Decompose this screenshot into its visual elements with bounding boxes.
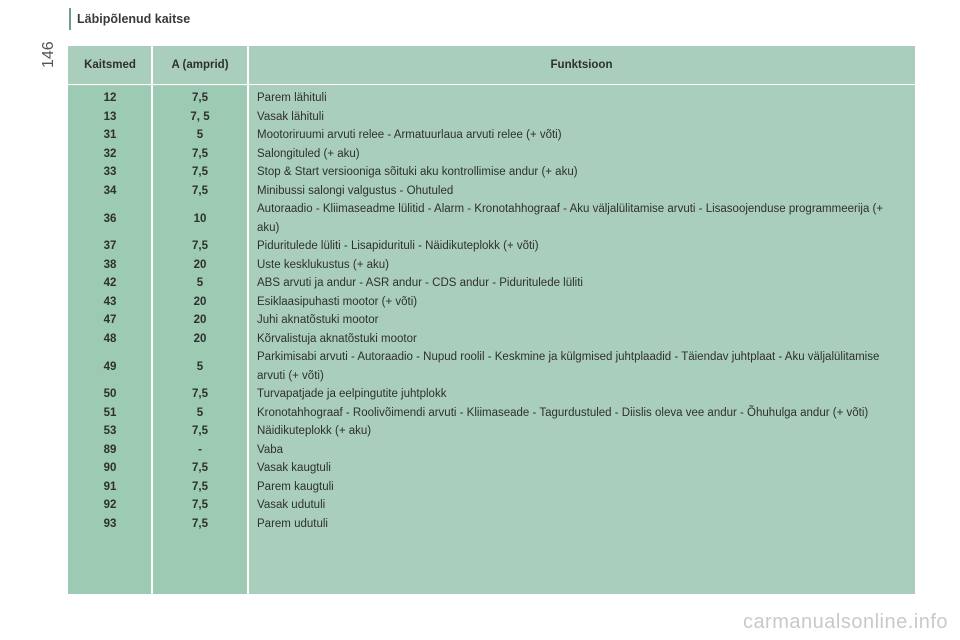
table-row — [68, 182, 915, 201]
fuse-function: Vaba — [257, 443, 284, 456]
fuse-amperage: 20 — [193, 314, 207, 327]
fuse-number: 42 — [103, 277, 117, 290]
fuse-amperage: 7,5 — [192, 92, 208, 105]
fuse-function: Turvapatjade ja eelpingutite juhtplokk — [257, 388, 447, 400]
fuse-amperage: 20 — [193, 258, 207, 271]
fuse-amperage: 7,5 — [192, 388, 208, 401]
fuse-amperage: 7, 5 — [190, 110, 210, 123]
table-header — [68, 46, 915, 85]
table-row — [68, 237, 915, 256]
fuse-function: Vasak lähituli — [257, 110, 324, 123]
table-row — [68, 311, 915, 330]
table-row — [68, 330, 915, 349]
fuse-number: 12 — [103, 92, 117, 105]
table-row — [68, 274, 915, 293]
section-title: Läbipõlenud kaitse — [77, 12, 191, 26]
fuse-function: Salongituled (+ aku) — [257, 147, 360, 160]
table-row — [68, 108, 915, 127]
fuse-amperage: 7,5 — [192, 480, 208, 493]
table-row — [68, 478, 915, 497]
fuse-number: 90 — [103, 462, 117, 475]
fuse-number: 47 — [103, 314, 117, 327]
header-amps: A (amprid) — [171, 59, 229, 71]
fuse-function: Minibussi salongi valgustus - Ohutuled — [257, 184, 454, 197]
table-row — [68, 515, 915, 534]
fuse-function: Kronotahhograaf - Roolivõimendi arvuti - Kliimaseade - Tagurdustuled - Diislis oleva vee andur - Õhuhulga andur (+ võti) — [257, 406, 869, 419]
fuse-function: Parem lähituli — [257, 92, 327, 104]
header-function: Funktsioon — [550, 59, 613, 71]
fuse-table — [68, 46, 915, 594]
fuse-amperage: 7,5 — [192, 462, 208, 475]
table-row — [68, 348, 915, 385]
table-row — [68, 496, 915, 515]
fuse-amperage: 20 — [193, 295, 207, 308]
fuse-function: Vasak kaugtuli — [257, 462, 331, 474]
fuse-function: Parem udutuli — [257, 517, 328, 530]
fuse-function: Piduritulede lüliti - Lisapidurituli - Näidikuteplokk (+ võti) — [257, 240, 539, 252]
fuse-number: 53 — [103, 425, 117, 438]
fuse-number: 93 — [103, 517, 117, 530]
fuse-amperage: - — [198, 443, 202, 456]
fuse-number: 91 — [103, 480, 117, 493]
table-row — [68, 256, 915, 275]
fuse-function: Autoraadio - Kliimaseadme lülitid - Alarm - Kronotahhograaf - Aku väljalülitamise arvuti - Lisasoojenduse programmeerija (+ aku) — [257, 203, 884, 234]
table-row — [68, 200, 915, 237]
fuse-function: Esiklaasipuhasti mootor (+ võti) — [257, 295, 418, 308]
fuse-amperage: 5 — [196, 406, 204, 419]
fuse-amperage: 7,5 — [192, 184, 208, 197]
fuse-number: 49 — [103, 360, 117, 373]
fuse-amperage: 7,5 — [192, 147, 208, 160]
fuse-amperage: 7,5 — [192, 425, 208, 438]
fuse-number: 51 — [103, 406, 117, 419]
fuse-number: 13 — [103, 110, 117, 123]
fuse-amperage: 10 — [193, 212, 207, 225]
fuse-amperage: 7,5 — [192, 166, 208, 179]
fuse-function: Stop & Start versiooniga sõituki aku kontrollimise andur (+ aku) — [257, 166, 578, 178]
table-row — [68, 126, 915, 145]
fuse-amperage: 5 — [196, 129, 204, 142]
fuse-function: Juhi aknatõstuki mootor — [257, 314, 379, 326]
fuse-number: 38 — [103, 258, 117, 271]
fuse-number: 89 — [103, 443, 117, 456]
fuse-number: 50 — [103, 388, 117, 401]
fuse-function: Uste kesklukustus (+ aku) — [257, 258, 389, 271]
table-row — [68, 293, 915, 312]
section-accent-bar — [69, 8, 71, 30]
fuse-number: 33 — [103, 166, 117, 179]
fuse-number: 37 — [103, 240, 117, 253]
table-row — [68, 385, 915, 404]
page-number: 146 — [40, 41, 57, 68]
fuse-amperage: 5 — [196, 360, 204, 373]
fuse-number: 43 — [103, 295, 117, 308]
fuse-amperage: 7,5 — [192, 499, 208, 512]
table-row — [68, 459, 915, 478]
fuse-number: 48 — [103, 332, 117, 345]
fuse-number: 32 — [103, 147, 117, 160]
fuse-function: Mootoriruumi arvuti relee - Armatuurlaua arvuti relee (+ võti) — [257, 129, 562, 141]
fuse-function: Vasak udutuli — [257, 499, 326, 511]
fuse-number: 36 — [103, 212, 117, 225]
fuse-amperage: 5 — [196, 277, 204, 290]
fuse-amperage: 7,5 — [192, 240, 208, 253]
fuse-function: Parkimisabi arvuti - Autoraadio - Nupud roolil - Keskmine ja külgmised juhtplaadid - Täiendav juhtplaat - Aku väljalülitamise arvuti (+ võti) — [257, 351, 880, 382]
fuse-amperage: 20 — [193, 332, 207, 345]
fuse-function: Parem kaugtuli — [257, 480, 334, 493]
fuse-function: Kõrvalistuja aknatõstuki mootor — [257, 332, 417, 345]
fuse-number: 31 — [103, 129, 117, 142]
fuse-function: ABS arvuti ja andur - ASR andur - CDS andur - Piduritulede lüliti — [257, 277, 583, 289]
table-row — [68, 441, 915, 460]
table-row — [68, 145, 915, 164]
watermark: carmanualsonline.info — [742, 611, 948, 633]
table-row — [68, 163, 915, 182]
table-row — [68, 422, 915, 441]
table-row — [68, 404, 915, 423]
fuse-number: 34 — [103, 184, 117, 197]
header-fuse: Kaitsmed — [84, 59, 136, 71]
table-row — [68, 89, 915, 108]
fuse-function: Näidikuteplokk (+ aku) — [257, 425, 372, 437]
table-body — [68, 89, 915, 533]
fuse-amperage: 7,5 — [192, 517, 208, 530]
fuse-number: 92 — [103, 499, 117, 512]
